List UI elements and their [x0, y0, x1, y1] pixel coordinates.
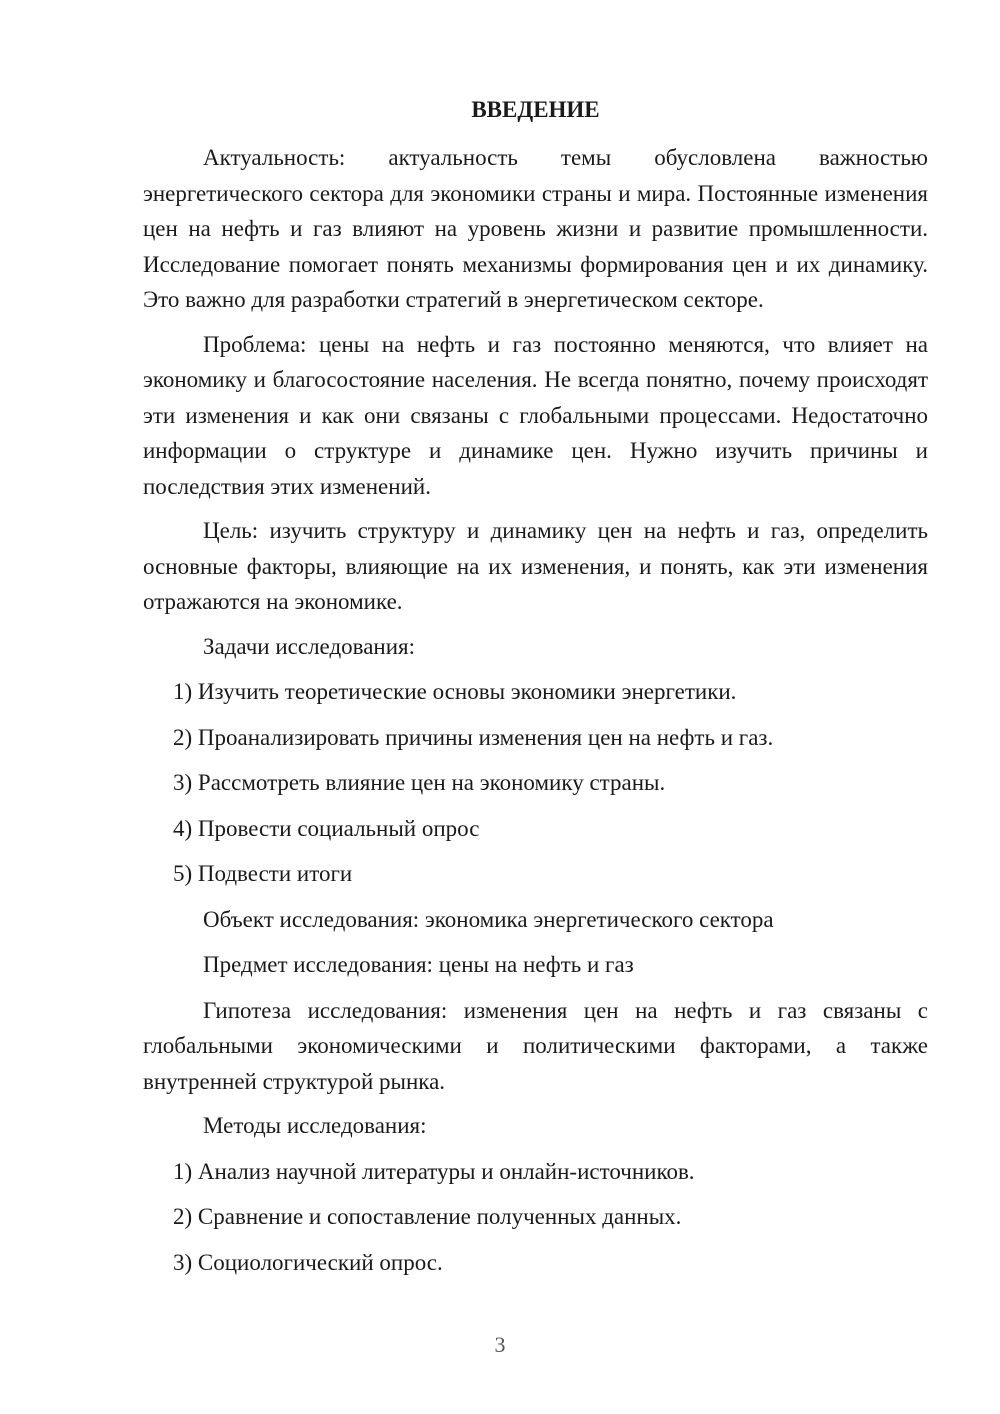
list-item: 1) Изучить теоретические основы экономики энергетики.: [173, 679, 737, 704]
list-item: 1) Анализ научной литературы и онлайн-источников.: [173, 1158, 695, 1184]
list-item: 5) Подвести итоги: [173, 861, 353, 886]
list-item: 2) Проанализировать причины изменения цен на нефть и газ.: [173, 724, 774, 750]
list-item: 3) Рассмотреть влияние цен на экономику страны.: [173, 770, 666, 795]
page-number: 3: [494, 1332, 506, 1357]
list-item: 2) Сравнение и сопоставление полученных данных.: [173, 1204, 682, 1229]
list-item: 3) Социологический опрос.: [173, 1249, 443, 1275]
relevance-paragraph: Актуальность: актуальность темы обусловлена важностью энергетического сектора для экономики страны и мира. Постоянные изменения цен на нефть и газ влияют на уровень жизни и развитие промышленности. Исследование помогает понять механизмы формирования цен и их динамику. Это важно для разработки стратегий в энергетическом секторе.: [143, 145, 928, 312]
research-object: Объект исследования: экономика энергетического сектора: [203, 906, 774, 932]
list-item: 4) Провести социальный опрос: [173, 815, 480, 841]
methods-heading: Методы исследования:: [203, 1113, 427, 1138]
page-title: ВВЕДЕНИЕ: [471, 97, 600, 122]
research-subject: Предмет исследования: цены на нефть и газ: [203, 952, 634, 977]
problem-paragraph: Проблема: цены на нефть и газ постоянно меняются, что влияет на экономику и благосостояние населения. Не всегда понятно, почему происходят эти изменения и как они связаны с глобальными процессами. Недостаточно информации о структуре и динамике цен. Нужно изучить причины и последствия этих изменений.: [143, 331, 928, 499]
tasks-heading: Задачи исследования:: [203, 633, 416, 659]
tasks-list: [143, 674, 928, 892]
hypothesis-paragraph: Гипотеза исследования: изменения цен на нефть и газ связаны с глобальными экономическими и политическими факторами, а также внутренней структурой рынка.: [143, 997, 928, 1094]
methods-list: [143, 1154, 928, 1281]
document-page: [143, 92, 928, 1290]
goal-paragraph: Цель: изучить структуру и динамику цен на нефть и газ, определить основные факторы, влияющие на их изменения, и понять, как эти изменения отражаются на экономике.: [143, 518, 928, 614]
